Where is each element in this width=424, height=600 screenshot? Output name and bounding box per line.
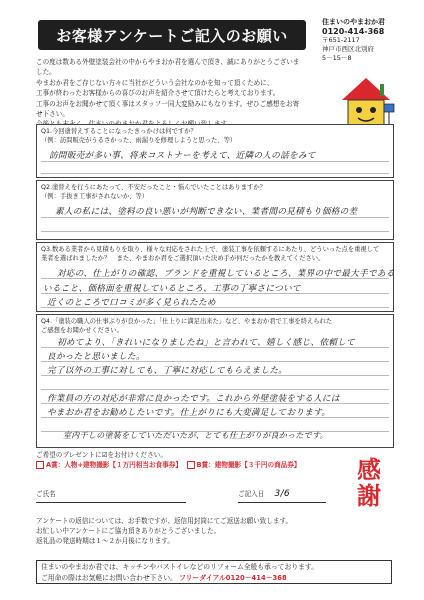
answer-line xyxy=(41,231,389,232)
title-bar xyxy=(38,20,306,50)
present-instruction: ご希望のプレゼントに☑をお付けください。 xyxy=(36,451,167,459)
date-label: ご記入日 xyxy=(238,490,265,498)
present-section xyxy=(36,450,326,470)
question-2-example: （例：手抜き工事がされないか、等） xyxy=(41,193,149,200)
question-3-header xyxy=(41,245,387,263)
answer-line xyxy=(41,161,389,162)
question-4-answer-1: 初めてより、「きれいになりましたね」と言われて、嬉しく感じ、依頼して xyxy=(57,338,355,348)
note-line: アンケートの返信については、お手数ですが、返信用封筒にてご返送お願い致します。 xyxy=(36,517,293,525)
question-3-answer-1: 対応の、仕上がりの確認、ブランドを重視しているところ、業界の中で最大手である xyxy=(57,269,395,279)
company-phone: 0120-414-368 xyxy=(322,27,385,36)
answer-line xyxy=(41,217,389,218)
bottom-info-box xyxy=(36,560,392,584)
company-postal: 〒651-2117 xyxy=(322,36,360,44)
question-3-title: Q3.数ある業者から見積もりを取り、様々な対応をされた上で、塗装工事を依頼するにあたり、どういった点を重視して xyxy=(41,246,380,253)
question-2-header xyxy=(41,183,387,201)
free-dial-phone[interactable]: フリーダイアル0120－414－368 xyxy=(179,574,287,582)
present-option-a-checkbox[interactable] xyxy=(36,461,44,469)
page-title: お客様アンケートご記入のお願い xyxy=(56,26,288,45)
present-options xyxy=(36,460,326,470)
question-4-box xyxy=(36,314,394,448)
kansha-stamp: 感謝 xyxy=(357,455,381,510)
present-option-b-checkbox[interactable] xyxy=(187,461,195,469)
bottom-line-2 xyxy=(41,573,387,584)
intro-line: 工事が終わったお客様からの喜びのお声を紹介させて頂けたらと考えております。 xyxy=(36,89,280,98)
question-1-answer-1: 訪問販売が多い事、将来コストナーを考えて、近隣の人の話をみて xyxy=(49,151,316,161)
date-field[interactable] xyxy=(238,488,326,503)
question-1-header xyxy=(41,127,387,145)
intro-text xyxy=(36,57,301,130)
company-address-1: 神戸市西区北別府 xyxy=(322,45,374,53)
question-4-answer-5: 作業員の方の対応が非常に良かったです。これから外壁塗装をする人には xyxy=(47,394,340,404)
note-line: 返礼品の発送時期は１～２か月後になります。 xyxy=(36,537,174,545)
company-address-2: 5－15－8 xyxy=(322,54,352,62)
note-line: お忙しい中アンケートにご協力頂きありがとうございました。 xyxy=(36,527,221,535)
question-4-answer-6: やまおか君をお勧めしたいです。仕上がりにも大変満足しております。 xyxy=(47,408,331,418)
present-option-b-label: B賞：建物撮影【３千円の商品券】 xyxy=(196,461,301,469)
question-4-subtitle: ご感想をお聞かせください。 xyxy=(41,327,123,334)
question-2-box xyxy=(36,180,394,240)
footer-notes xyxy=(36,516,336,546)
intro-line: この度は数ある外壁塗装会社の中からやまおか君を選んで頂き、誠にありがとうございました。 xyxy=(36,58,300,77)
bottom-line-1: 住まいのやまおか君では、キッチンやバストイレなどのリフォーム全般も承っております。 xyxy=(41,563,318,571)
company-name: 住まいのやまおか君 xyxy=(322,18,385,26)
question-1-example: （例：訪問販売がうるさかった、雨漏りを修理しようと思った、等） xyxy=(41,137,237,144)
question-2-answer-1: 素人の私には、塗料の良い悪いが判断できない、業者間の見積もり価格の差 xyxy=(55,207,358,217)
question-4-header xyxy=(41,317,387,335)
question-3-answer-3: 近くのところで口コミが多く見られたため xyxy=(47,298,216,308)
question-4-answer-2: 良かったと思いました。 xyxy=(47,352,145,362)
intro-line: 工事のお声をお聞かせて頂く事はスタッフ一同大変励みにもなります。ぜひご感想をお寄せ下さい。 xyxy=(36,99,300,119)
question-3-box xyxy=(36,242,394,312)
intro-line: やまおか君をご存じない方々に当社がどういう会社なのかを知って頂くために、 xyxy=(36,78,274,87)
question-1-title: Q1.今回塗替えすることになったきっかけは何ですか？ xyxy=(41,128,197,135)
company-info xyxy=(322,18,412,63)
question-2-title: Q2.塗替えを行うにあたって、不安だったこと・悩んでいたことはありますか？ xyxy=(41,184,266,191)
name-field[interactable] xyxy=(36,488,186,503)
bottom-line-2-text: ご用命の際はお気軽にお問い合わせ下さい。 xyxy=(41,574,177,582)
question-3-subtitle: 業者を選ばれましたか？ また、やまおか君をご選択頂いた決め手が何だったかを教えてください。 xyxy=(41,255,325,262)
answer-line xyxy=(41,389,389,390)
name-label: ご氏名 xyxy=(36,490,56,498)
present-option-a-label: A賞：人物+建物撮影【１万円相当お食事券】 xyxy=(46,461,182,469)
question-1-box xyxy=(36,124,394,178)
question-4-title: Q4.「塗装の職人の仕事ぶりが良かった」「仕上りに満足出来た」など、やまおか君で工事を終えられた xyxy=(41,318,333,325)
date-value: 3/6 xyxy=(274,489,290,499)
question-3-answer-2: いること、価格面を重視しているところ、工事の丁寧さについて xyxy=(43,284,301,294)
question-4-answer-3: 完了以外の工事に対しても、丁寧に対応してもらえました。 xyxy=(47,366,288,376)
answer-line xyxy=(41,173,389,174)
question-4-answer-8: 室内干しの塗装をしていただいたが、とても仕上がりが良かったです。 xyxy=(63,431,328,440)
